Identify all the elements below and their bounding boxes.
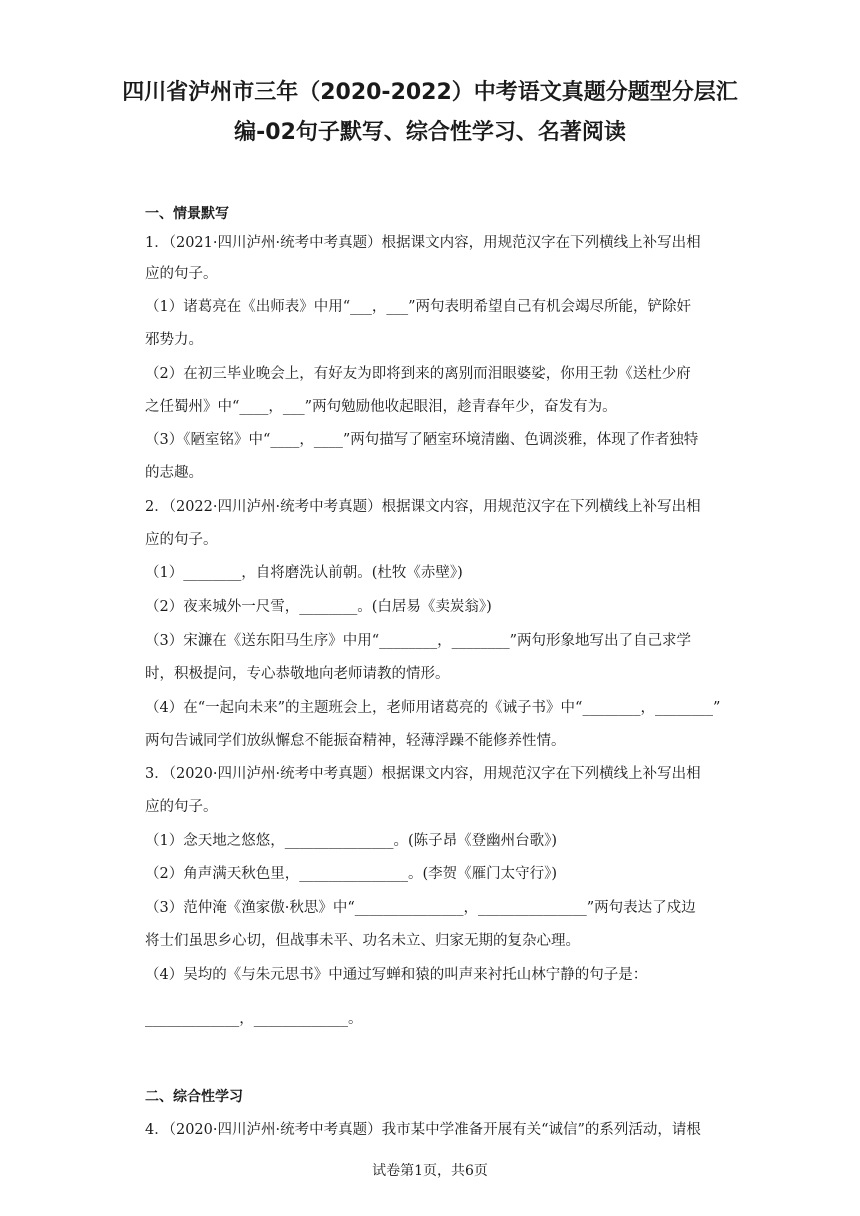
page-footer: 试卷第1页，共6页: [372, 1163, 488, 1179]
question-3-stem: 3．（2020·四川泸州·统考中考真题）根据课文内容，用规范汉字在下列横线上补写出相: [145, 766, 701, 782]
question-2-part-3: （3）宋濂在《送东阳马生序》中用“________，________”两句形象地写出了自己求学: [145, 633, 692, 649]
section-heading-situational-recitation: 一、情景默写: [145, 206, 229, 222]
question-3-part-3-cont: 将士们虽思乡心切，但战事未平、功名未立、归家无期的复杂心理。: [145, 933, 580, 949]
question-3-part-1: （1）念天地之悠悠，_______________。(陈子昂《登幽州台歌》): [145, 833, 558, 849]
question-3-part-4: （4）吴均的《与朱元思书》中通过写蝉和猿的叫声来衬托山林宁静的句子是：: [145, 967, 648, 983]
question-3-stem-cont: 应的句子。: [145, 799, 218, 815]
question-3-part-4-blanks: _____________，_____________。: [145, 1011, 363, 1027]
question-2-stem-cont: 应的句子。: [145, 532, 218, 548]
question-1-part-2: （2）在初三毕业晚会上，有好友为即将到来的离别而泪眼婆娑，你用王勃《送杜少府: [145, 366, 691, 382]
question-3-part-3: （3）范仲淹《渔家傲·秋思》中“_______________，_______________”两句表达了戍边: [145, 900, 696, 916]
question-2-part-4-cont: 两句告诫同学们放纵懈怠不能振奋精神，轻薄浮躁不能修养性情。: [145, 733, 566, 749]
question-2-part-3-cont: 时，积极提问，专心恭敬地向老师请教的情形。: [145, 666, 450, 682]
question-1-part-3: （3）《陋室铭》中“____，____”两句描写了陋室环境清幽、色调淡雅，体现了作者独特: [145, 432, 699, 448]
question-2-stem: 2．（2022·四川泸州·统考中考真题）根据课文内容，用规范汉字在下列横线上补写出相: [145, 499, 701, 515]
document-title-line-1: 四川省泸州市三年（2020-2022）中考语文真题分题型分层汇: [122, 80, 738, 105]
question-2-part-4: （4）在“一起向未来”的主题班会上，老师用诸葛亮的《诫子书》中“________，________”: [145, 700, 721, 716]
question-1-part-1: （1）诸葛亮在《出师表》中用“___，___”两句表明希望自己有机会竭尽所能，铲除奸: [145, 299, 692, 315]
question-1-part-3-cont: 的志趣。: [145, 465, 203, 481]
question-1-stem-cont: 应的句子。: [145, 266, 218, 282]
question-2-part-2: （2）夜来城外一尺雪，________。(白居易《卖炭翁》): [145, 599, 492, 615]
question-3-part-2: （2）角声满天秋色里，_______________。(李贺《雁门太守行》): [145, 866, 558, 882]
question-1-part-2-cont: 之任蜀州》中“____，___”两句勉励他收起眼泪，趁青春年少，奋发有为。: [145, 399, 617, 415]
question-1-stem: 1．（2021·四川泸州·统考中考真题）根据课文内容，用规范汉字在下列横线上补写出相: [145, 235, 701, 251]
document-title-line-2: 编-02句子默写、综合性学习、名著阅读: [234, 120, 626, 145]
question-4-stem: 4．（2020·四川泸州·统考中考真题）我市某中学准备开展有关“诚信”的系列活动，请根: [145, 1122, 701, 1138]
question-1-part-1-cont: 邪势力。: [145, 332, 203, 348]
section-heading-comprehensive-study: 二、综合性学习: [145, 1089, 243, 1105]
question-2-part-1: （1）________，自将磨洗认前朝。(杜牧《赤壁》): [145, 565, 463, 581]
